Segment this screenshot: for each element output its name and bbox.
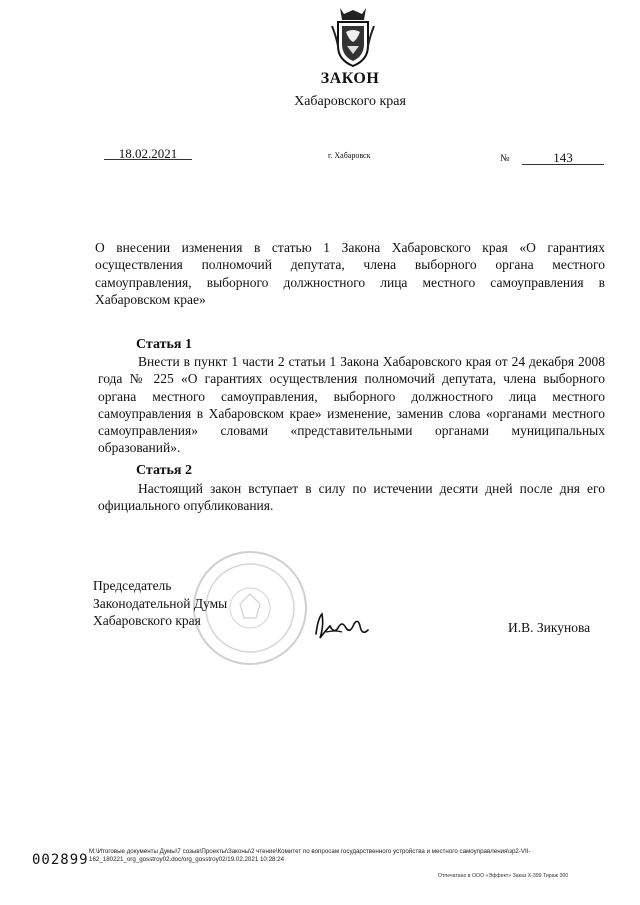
file-path-line: 162_180221_org_gosstroy02.doc/org_gosstroy02/19.02.2021 10:28:24 <box>89 856 285 863</box>
document-date: 18.02.2021 <box>118 146 178 161</box>
document-subtitle: Хабаровского края <box>294 94 406 109</box>
document-title: ЗАКОН <box>320 70 380 87</box>
signer-position-line: Председатель <box>93 578 172 593</box>
article-2-body: Настоящий закон вступает в силу по истечении десяти дней после дня его официального опубликования. <box>98 481 605 514</box>
file-path-line: M:\Итоговые документы Думы\7 созыв\Проекты\Законы\2 чтение\Комитет по вопросам государственного устройства и местного самоуправления\зр2-VII- <box>89 848 531 855</box>
coat-of-arms-icon <box>330 6 376 68</box>
number-underline <box>522 164 604 165</box>
article-1-heading: Статья 1 <box>136 337 192 352</box>
printer-note: Отпечатано в ООО «Эффект» Заказ Х-399 Тираж 300 <box>438 873 569 879</box>
date-underline <box>104 159 192 160</box>
number-sign: № <box>500 153 510 164</box>
signer-position-line: Законодательной Думы <box>93 595 228 611</box>
handwritten-signature <box>312 608 374 642</box>
registration-number: 002899 <box>32 852 89 868</box>
law-subject: О внесении изменения в статью 1 Закона Хабаровского края «О гарантиях осуществления полномочий депутата, члена выборного органа местного самоуправления, выборного должностного лица местного самоуправления в Хабаровском крае» <box>95 240 605 307</box>
article-1-body: Внести в пункт 1 части 2 статьи 1 Закона Хабаровского края от 24 декабря 2008 года № 225 «О гарантиях осуществления полномочий депутата, члена выборного органа местного самоуправления, выборного должностного лица местного самоуправления в Хабаровском крае» изменение, заменив слова «органами местного самоуправления» словами «представительными органами муниципальных образований». <box>98 354 605 456</box>
article-2-heading: Статья 2 <box>136 463 192 478</box>
file-path <box>89 848 609 864</box>
signer-position-line: Хабаровского края <box>93 613 201 628</box>
document-city: г. Хабаровск <box>328 151 371 160</box>
signer-position <box>93 577 227 630</box>
document-number: 143 <box>553 150 573 165</box>
signer-name: И.В. Зикунова <box>508 620 591 635</box>
